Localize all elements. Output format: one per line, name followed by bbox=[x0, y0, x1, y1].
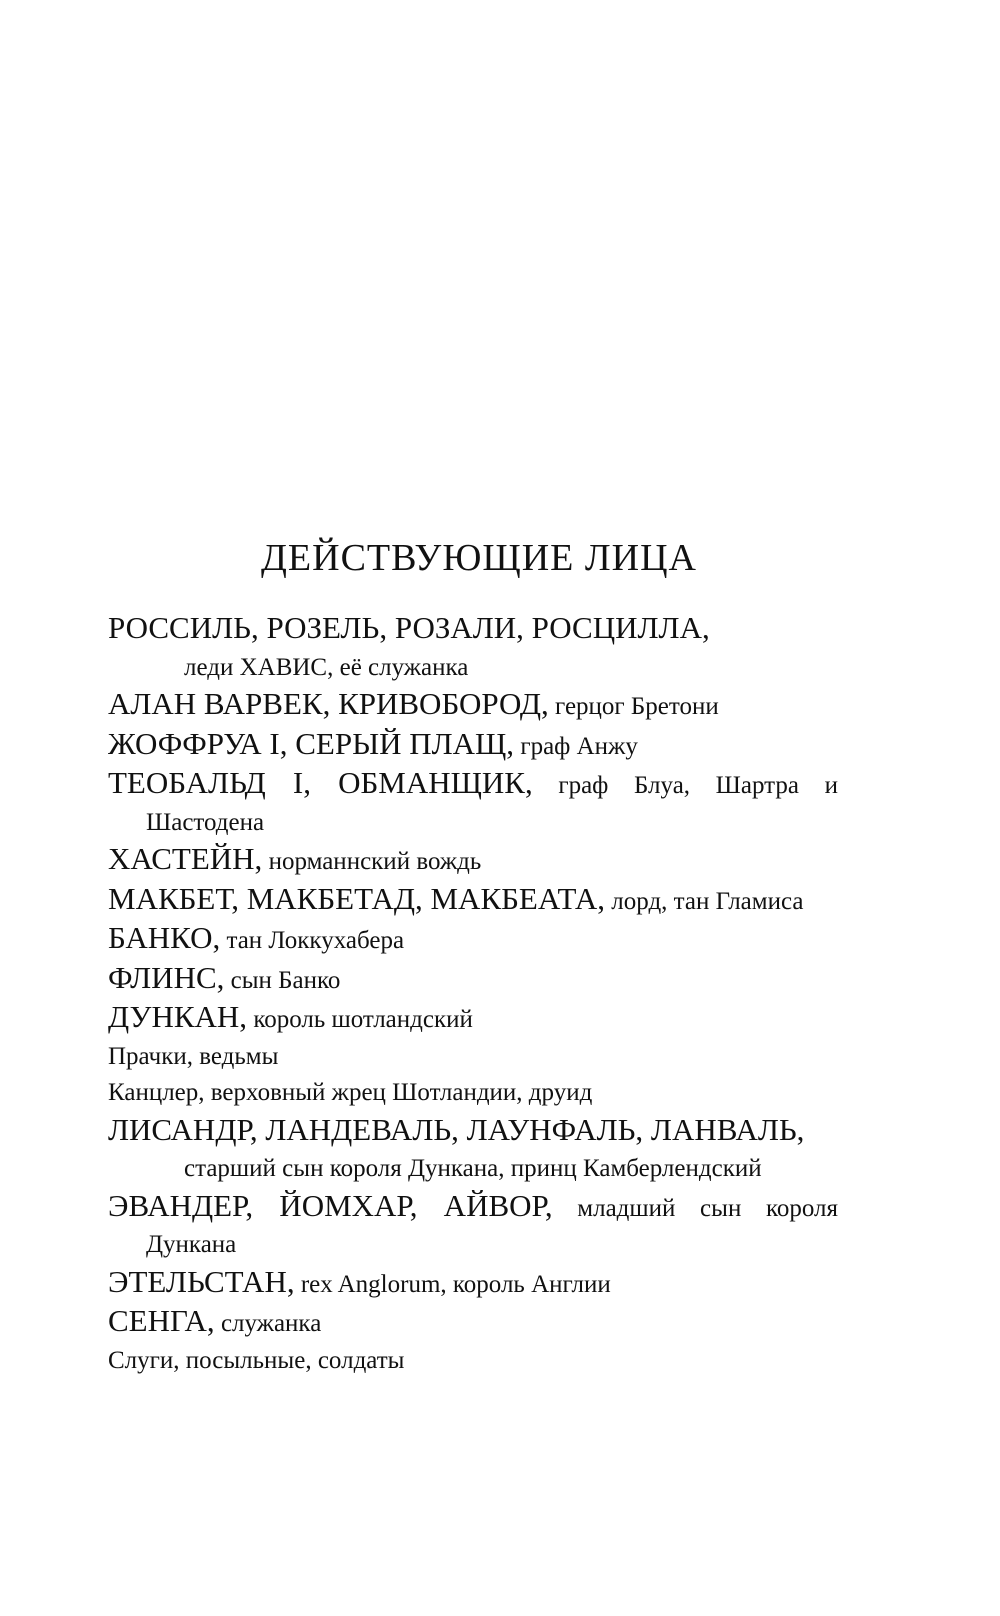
cast-entry bbox=[108, 1075, 838, 1112]
character-description: герцог Бретони bbox=[548, 693, 719, 720]
character-names: АЛАН ВАРВЕК, КРИВОБОРОД, bbox=[108, 686, 549, 721]
character-description: служанка bbox=[214, 1310, 322, 1337]
character-description: лорд, тан Гламиса bbox=[605, 887, 804, 915]
character-description: Прачки, ведьмы bbox=[108, 1042, 279, 1070]
character-names: ЭВАНДЕР, ЙОМХАР, АЙВОР, bbox=[108, 1187, 553, 1223]
character-names: СЕНГА, bbox=[108, 1303, 215, 1338]
character-description: Слуги, посыльные, солдаты bbox=[108, 1346, 405, 1374]
cast-entry bbox=[108, 960, 838, 1000]
character-names: ЛИСАНДР, ЛАНДЕВАЛЬ, ЛАУНФАЛЬ, ЛАНВАЛЬ, bbox=[108, 1111, 805, 1147]
character-description: граф Анжу bbox=[514, 732, 638, 760]
cast-entry bbox=[108, 765, 838, 841]
character-names: ФЛИНС, bbox=[108, 959, 225, 995]
character-description: леди ХАВИС, её служанка bbox=[184, 653, 469, 681]
cast-entry bbox=[108, 841, 838, 881]
character-names: МАКБЕТ, МАКБЕТАД, МАКБЕАТА, bbox=[108, 880, 606, 916]
character-description: rex Anglorum, король Англии bbox=[294, 1270, 611, 1298]
character-names: ДУНКАН, bbox=[108, 999, 248, 1034]
cast-entry bbox=[108, 920, 838, 960]
character-names: ТЕОБАЛЬД I, ОБМАНЩИК, bbox=[108, 765, 533, 800]
cast-entry bbox=[108, 999, 838, 1039]
cast-entry bbox=[108, 1112, 838, 1188]
character-description: граф Блуа, Шартра и Шастодена bbox=[146, 772, 838, 836]
character-names: РОССИЛЬ, РОЗЕЛЬ, РОЗАЛИ, РОСЦИЛЛА, bbox=[108, 610, 710, 645]
character-description: старший сын короля Дункана, принц Камберлендский bbox=[184, 1155, 762, 1182]
character-names: БАНКО, bbox=[108, 920, 221, 955]
character-description: Канцлер, верховный жрец Шотландии, друид bbox=[108, 1079, 593, 1106]
cast-entry bbox=[108, 610, 838, 686]
page-title: ДЕЙСТВУЮЩИЕ ЛИЦА bbox=[261, 537, 697, 579]
cast-entry bbox=[108, 1039, 838, 1076]
character-names: ЭТЕЛЬСТАН, bbox=[108, 1263, 295, 1299]
cast-entry bbox=[108, 686, 838, 726]
cast-entry bbox=[108, 726, 838, 766]
cast-entry bbox=[108, 881, 838, 921]
cast-entry bbox=[108, 1264, 838, 1304]
cast-entry bbox=[108, 1188, 838, 1264]
cast-list bbox=[108, 610, 838, 1379]
character-names: ЖОФФРУА I, СЕРЫЙ ПЛАЩ, bbox=[108, 725, 515, 761]
character-description: сын Банко bbox=[224, 966, 341, 994]
cast-entry bbox=[108, 1303, 838, 1343]
character-description: тан Локкухабера bbox=[220, 927, 405, 954]
character-names: ХАСТЕЙН, bbox=[108, 841, 263, 876]
cast-entry bbox=[108, 1343, 838, 1380]
character-description: младший сын короля Дункана bbox=[146, 1194, 838, 1258]
character-description: норманнский вождь bbox=[262, 848, 482, 875]
character-description: король шотландский bbox=[247, 1006, 473, 1033]
